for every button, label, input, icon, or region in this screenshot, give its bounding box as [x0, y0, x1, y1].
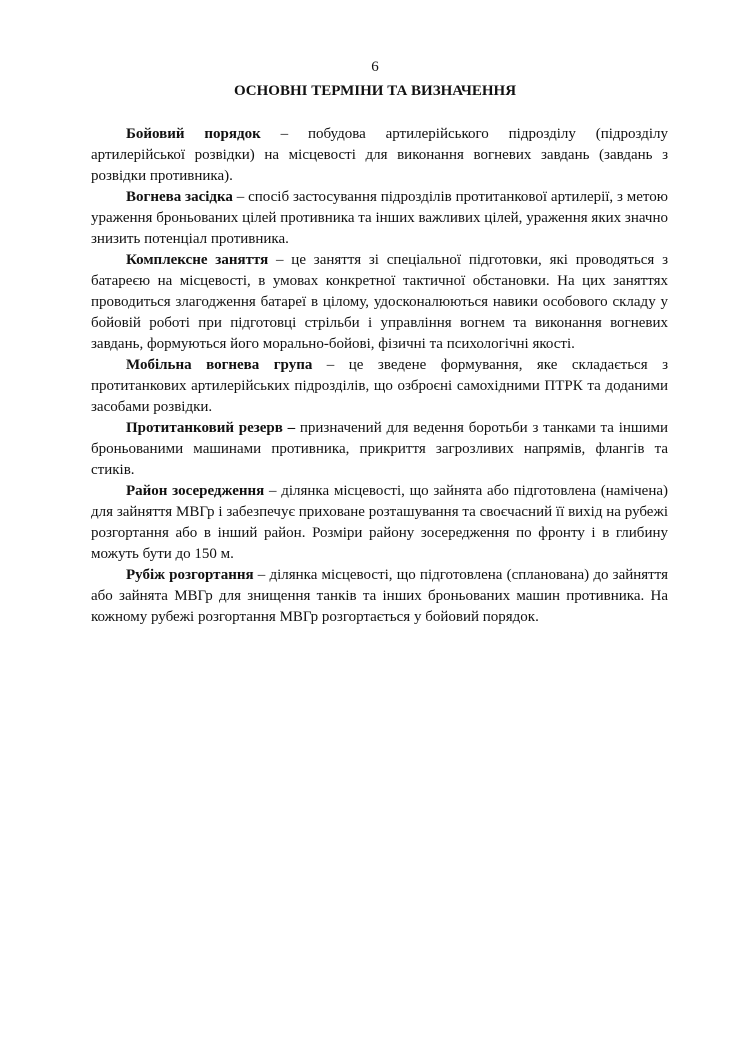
definition-term: Бойовий порядок [126, 126, 261, 142]
definition-term: Комплексне заняття [126, 252, 269, 268]
definition-text: – ділянка місцевості, що зайнята або підготовлена (намічена) для зайняття МВГр і забезпечує приховане розташування та своєчасний її вихід на рубежі розгортання або в інший район. Розміри району зосередження по фронту і в глибину можуть бути до 150 м. [91, 483, 668, 562]
definition-text: – це зведене формування, яке складається з протитанкових артилерійських підрозділів, що озброєні самохідними ПТРК та доданими засобами розвідки. [91, 357, 668, 415]
definitions-list [91, 124, 668, 628]
definition-entry [91, 418, 668, 481]
definition-text: – це заняття зі спеціальної підготовки, які проводяться з батареєю на місцевості, в умовах конкретної тактичної обстановки. На цих заняттях проводиться злагодження батареї в цілому, удосконалюються навики особового складу у бойовій роботі при підготовці стрільби і управління вогнем та виконання вогневих завдань, формуються його морально-бойові, фізичні та психологічні якості. [91, 252, 668, 352]
definition-text: – ділянка місцевості, що підготовлена (спланована) до зайняття або зайнята МВГр для знищення танків та інших броньованих машин противника. На кожному рубежі розгортання МВГр розгортається у бойовий порядок. [91, 567, 668, 625]
definition-term: Вогнева засідка [126, 189, 233, 205]
definition-entry [91, 250, 668, 355]
definition-entry [91, 124, 668, 187]
definition-term: Район зосередження [126, 483, 265, 499]
definition-entry [91, 565, 668, 628]
definition-text: – спосіб застосування підрозділів протитанкової артилерії, з метою ураження броньованих цілей противника та інших важливих цілей, ураження яких значно знизить потенціал противника. [91, 189, 668, 247]
definition-term: Протитанковий резерв – [126, 420, 296, 436]
page-title: ОСНОВНІ ТЕРМІНИ ТА ВИЗНАЧЕННЯ [233, 83, 517, 99]
page-number: 6 [371, 59, 379, 75]
definition-entry [91, 187, 668, 250]
definition-text: – побудова артилерійського підрозділу (підрозділу артилерійської розвідки) на місцевості для виконання вогневих завдань (завдань з розвідки противника). [91, 126, 668, 184]
definition-entry [91, 355, 668, 418]
definition-text: призначений для ведення боротьби з танками та іншими броньованими машинами противника, прикриття загрозливих напрямів, флангів та стиків. [91, 420, 669, 478]
definition-term: Мобільна вогнева група [126, 357, 313, 373]
definition-entry [91, 481, 668, 565]
definition-term: Рубіж розгортання [126, 567, 254, 583]
